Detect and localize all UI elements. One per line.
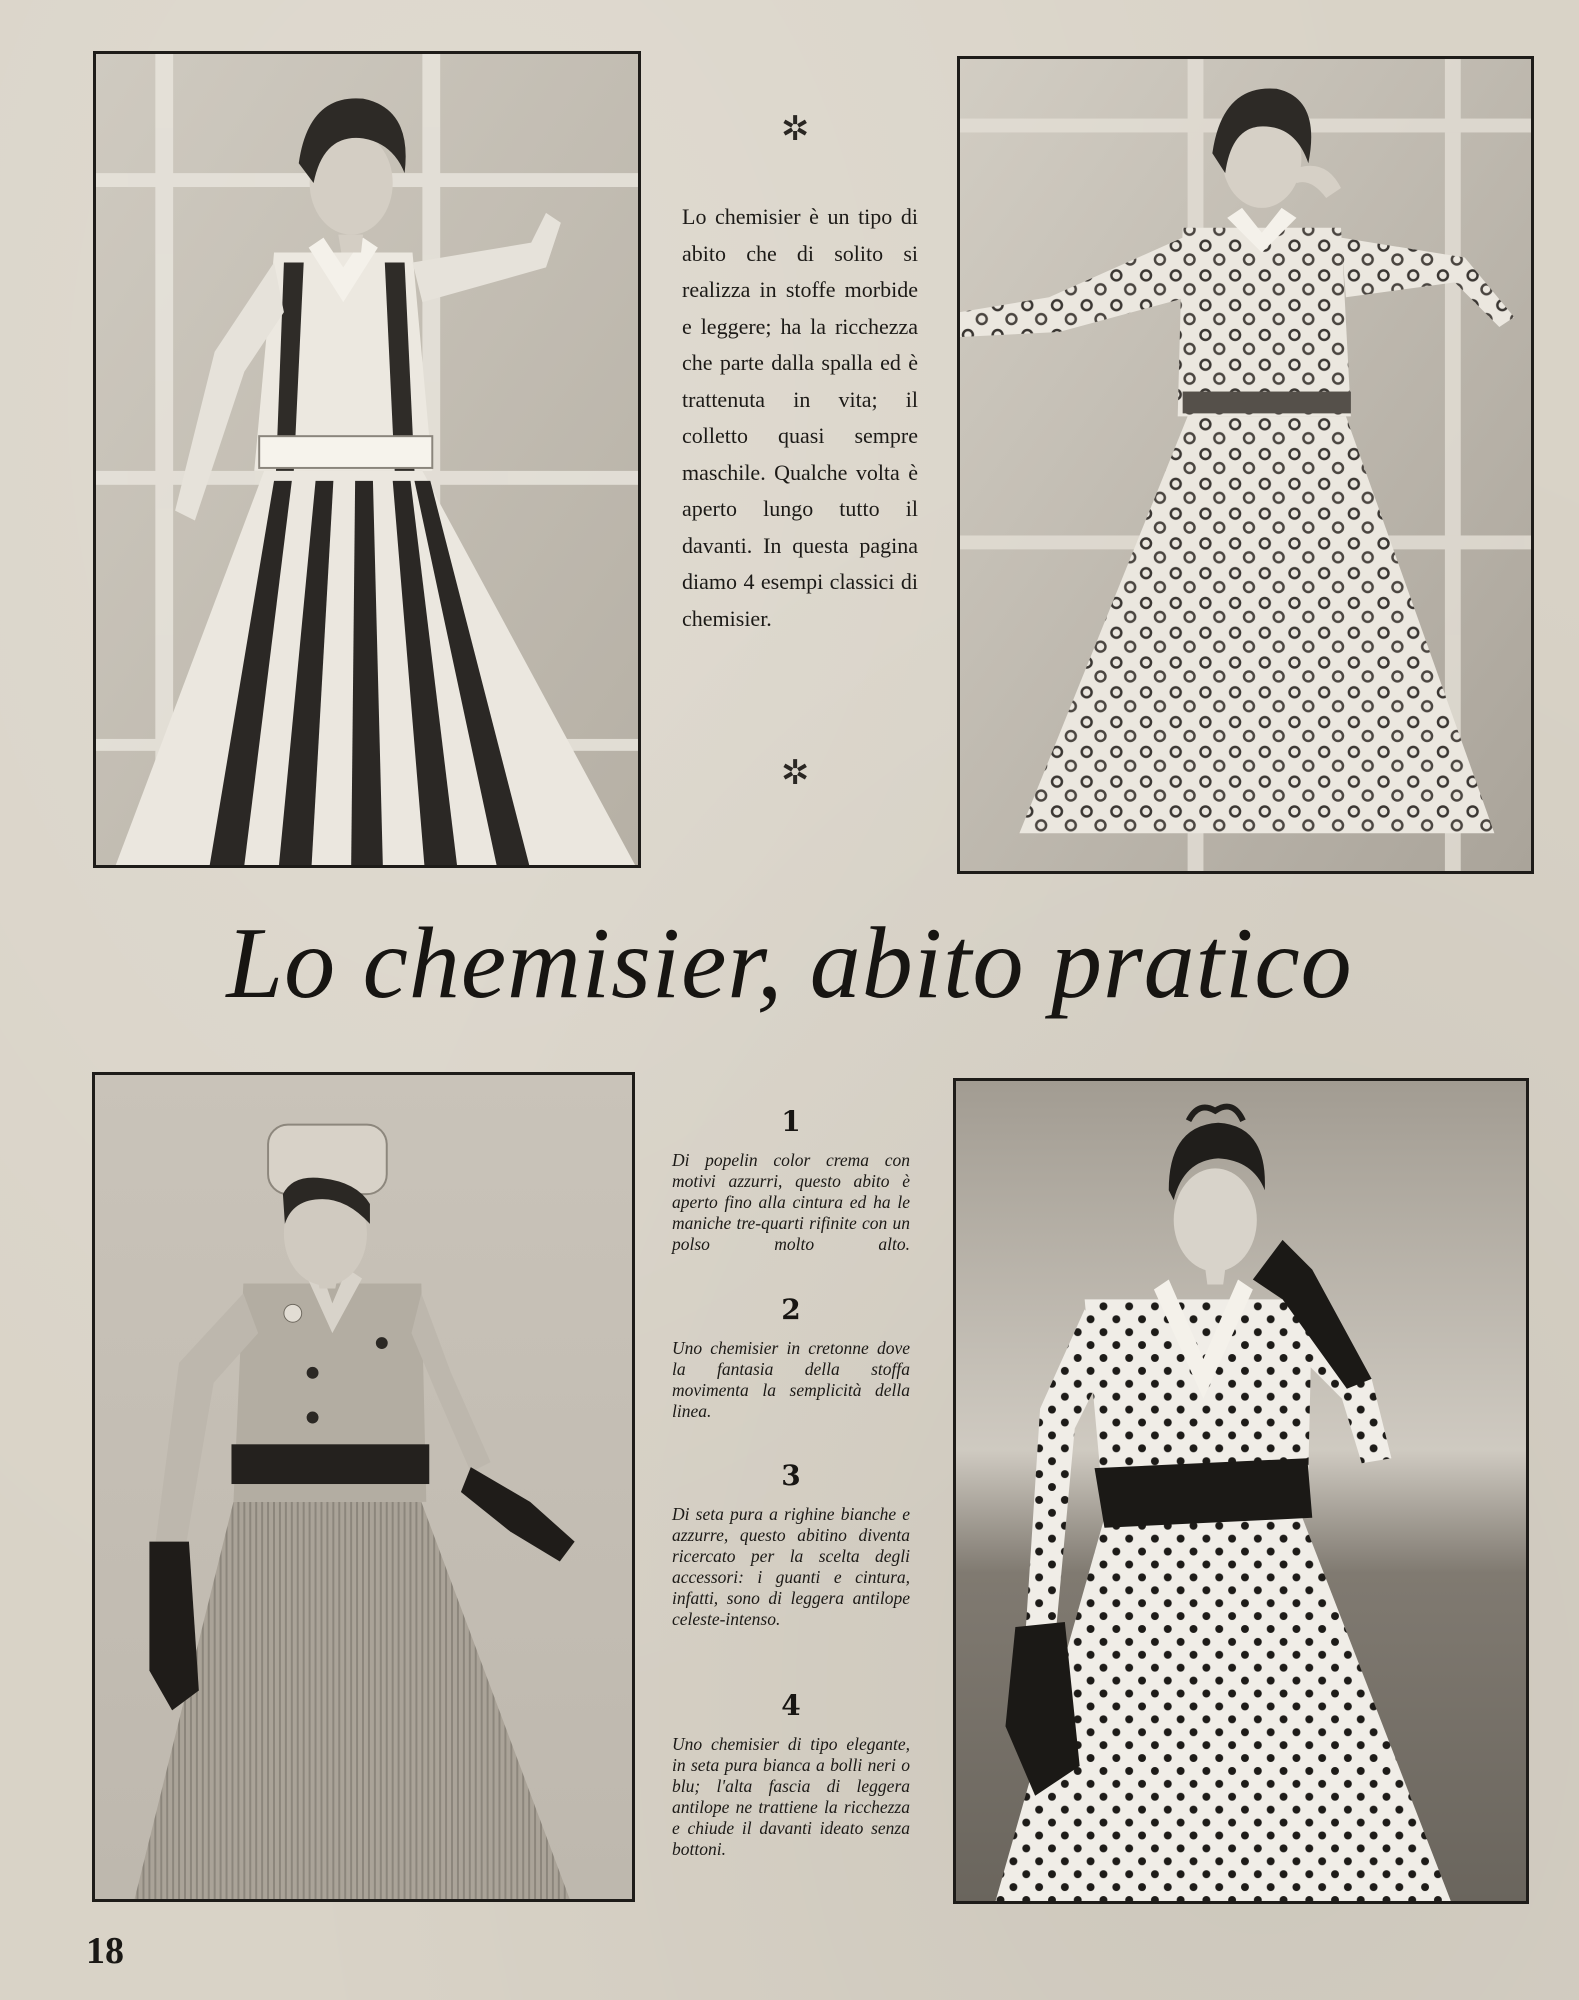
intro-paragraph	[682, 199, 918, 637]
photo-top-left-image	[96, 54, 638, 865]
page-headline: Lo chemisier, abito pratico	[226, 907, 1353, 1020]
ornament-star-top: ✲	[781, 109, 810, 149]
caption-2	[672, 1294, 910, 1422]
caption-4	[672, 1690, 910, 1860]
caption-3	[672, 1460, 910, 1630]
photo-bottom-left	[92, 1072, 635, 1902]
caption-1	[672, 1106, 910, 1255]
photo-top-right	[957, 56, 1534, 874]
caption-3-number: 3	[781, 1459, 801, 1492]
photo-bottom-right-image	[956, 1081, 1526, 1901]
ornament-star-bottom: ✲	[781, 753, 810, 793]
intro-text: Lo chemisier è un tipo di abito che di solito si realizza in stoffe morbide e leggere; ha la ricchezza che parte dalla spalla ed è trattenuta in vita; il colletto quasi sempre maschile. Qualche volta è aperto lungo tutto il davanti. In questa pagina diamo 4 esempi classici di chemisier.	[682, 204, 918, 631]
caption-4-number: 4	[781, 1689, 801, 1722]
caption-2-text: Uno chemisier in cretonne dove la fantasia della stoffa movimenta la semplicità della linea.	[672, 1338, 910, 1421]
caption-2-number: 2	[781, 1293, 801, 1326]
photo-bottom-left-image	[95, 1075, 632, 1899]
page-number: 18	[86, 1930, 124, 1972]
caption-1-text: Di popelin color crema con motivi azzurri, questo abito è aperto fino alla cintura ed ha le maniche tre-quarti rifinite con un polso molto alto.	[672, 1150, 910, 1254]
photo-top-right-image	[960, 59, 1531, 871]
caption-3-text: Di seta pura a righine bianche e azzurre, questo abitino diventa ricercato per la scelta degli accessori: i guanti e cintura, infatti, sono di leggera antilope celeste-intenso.	[672, 1504, 910, 1629]
caption-1-number: 1	[781, 1105, 801, 1138]
photo-top-left	[93, 51, 641, 868]
photo-bottom-right	[953, 1078, 1529, 1904]
caption-4-text: Uno chemisier di tipo elegante, in seta pura bianca a bolli neri o blu; l'alta fascia di leggera antilope ne trattiene la ricchezza e chiude il davanti ideato senza bottoni.	[672, 1734, 910, 1859]
